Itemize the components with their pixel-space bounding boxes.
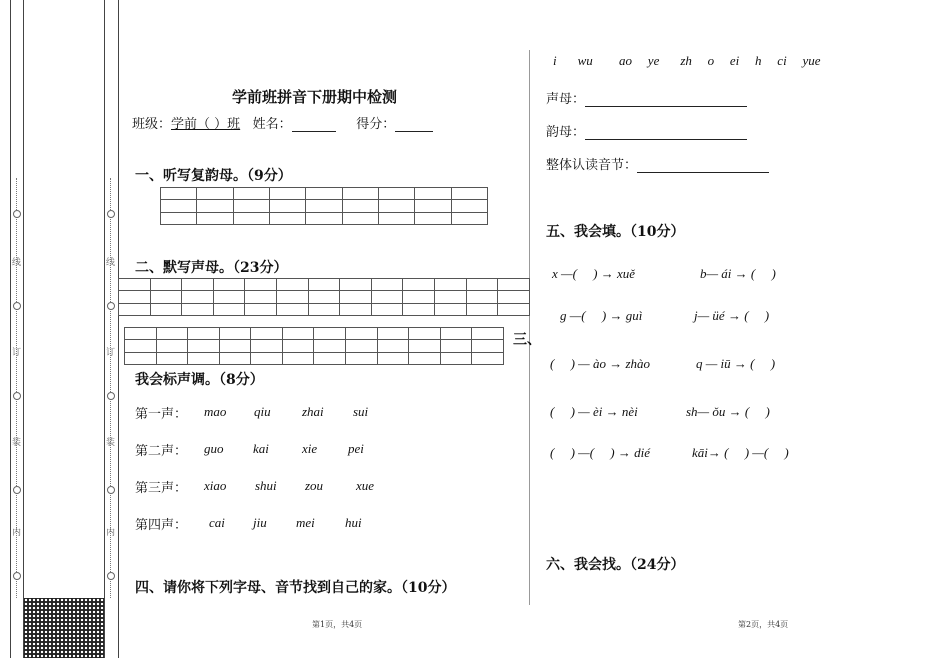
binding-hole: [107, 392, 115, 400]
pinyin-syllable: cai: [209, 515, 225, 530]
writing-grid-2a[interactable]: [118, 278, 530, 316]
margin-line: [23, 0, 24, 658]
binding-hole: [13, 572, 21, 580]
pinyin-syllable: xiao: [204, 478, 227, 493]
page-footer: 第2页，共4页: [738, 620, 789, 629]
margin-line: [118, 0, 119, 658]
pinyin-syllable: kai: [253, 441, 269, 456]
pinyin-syllable: zhai: [302, 404, 324, 419]
fill-item[interactable]: x —( ) → xuě: [552, 266, 636, 281]
name-blank[interactable]: [292, 131, 336, 132]
letter-item: ei: [729, 53, 740, 68]
binding-hole: [107, 210, 115, 218]
binding-hole: [13, 302, 21, 310]
decorative-pattern: [24, 598, 104, 658]
binding-label: 装: [12, 438, 22, 448]
letter-item: ye: [647, 53, 660, 68]
binding-hole: [13, 486, 21, 494]
margin-line: [10, 0, 11, 658]
whole-syllable-label: 整体认读音节：: [546, 158, 638, 173]
margin-line: [104, 0, 105, 658]
binding-label: 订: [12, 348, 22, 358]
fill-item[interactable]: ( ) — èi → nèi: [550, 404, 638, 419]
section-2-heading: 二、默写声母。（23分）: [135, 260, 288, 276]
fill-item[interactable]: kāi→ ( ) —( ): [692, 445, 789, 460]
score-blank[interactable]: [395, 131, 433, 132]
binding-label: 线: [12, 258, 22, 268]
name-label: 姓名：: [252, 117, 292, 132]
letter-item: zh: [680, 53, 692, 68]
class-value: 学前（ ）班: [171, 117, 241, 132]
tone-label: 第三声：: [135, 481, 188, 496]
section-3-number: 三、: [513, 332, 541, 348]
writing-grid-2b[interactable]: [124, 327, 504, 365]
letter-item: ao: [619, 53, 633, 68]
fill-item[interactable]: ( ) —( ) → dié: [550, 445, 651, 460]
binding-hole: [13, 392, 21, 400]
pinyin-syllable: zou: [305, 478, 324, 493]
initials-row: [546, 88, 747, 107]
letter-item: ci: [777, 53, 787, 68]
class-label: 班级：: [132, 117, 172, 132]
fill-item[interactable]: q — iū → ( ): [696, 356, 776, 371]
tone-label: 第二声：: [135, 444, 188, 459]
fill-item[interactable]: sh— ǒu → ( ): [686, 404, 770, 419]
letter-item: wu: [577, 53, 593, 68]
pinyin-syllable: sui: [353, 404, 369, 419]
finals-label: 韵母：: [546, 125, 586, 140]
finals-blank[interactable]: [585, 139, 747, 140]
whole-syllable-blank[interactable]: [637, 172, 769, 173]
fill-item[interactable]: b— ái → ( ): [700, 266, 776, 281]
letter-item: o: [707, 53, 715, 68]
page-footer: 第1页，共4页: [312, 620, 363, 629]
fill-item[interactable]: ( ) — ào → zhào: [550, 356, 651, 371]
binding-label: 装: [106, 438, 116, 448]
section-6-heading: 六、我会找。（24分）: [546, 557, 685, 573]
letter-item: i: [553, 53, 557, 68]
pinyin-syllable: xie: [302, 441, 318, 456]
initials-label: 声母：: [546, 92, 586, 107]
whole-syllable-row: [546, 154, 769, 173]
binding-label: 内: [106, 528, 116, 538]
finals-row: [546, 121, 747, 140]
section-1-heading: 一、听写复韵母。（9分）: [135, 168, 292, 184]
tone-label: 第四声：: [135, 518, 188, 533]
page-divider: [529, 50, 530, 605]
section-5-heading: 五、我会填。（10分）: [546, 224, 685, 240]
student-info: [132, 113, 433, 132]
score-label: 得分：: [356, 117, 396, 132]
binding-hole: [13, 210, 21, 218]
page-title: 学前班拼音下册期中检测: [232, 88, 398, 106]
pinyin-syllable: shui: [255, 478, 277, 493]
pinyin-syllable: mao: [204, 404, 227, 419]
pinyin-syllable: pei: [348, 441, 364, 456]
letter-list: [553, 53, 820, 69]
pinyin-syllable: xue: [356, 478, 375, 493]
binding-hole: [107, 572, 115, 580]
binding-label: 线: [106, 258, 116, 268]
letter-item: yue: [802, 53, 821, 68]
section-4-heading: 四、请你将下列字母、音节找到自己的家。（10分）: [135, 580, 456, 596]
initials-blank[interactable]: [585, 106, 747, 107]
binding-label: 订: [106, 348, 116, 358]
binding-hole: [107, 302, 115, 310]
binding-hole: [107, 486, 115, 494]
pinyin-syllable: qiu: [254, 404, 271, 419]
writing-grid-1[interactable]: [160, 187, 488, 225]
binding-label: 内: [12, 528, 22, 538]
fill-item[interactable]: j— üé → ( ): [694, 308, 770, 323]
pinyin-syllable: mei: [296, 515, 315, 530]
letter-item: h: [755, 53, 762, 68]
pinyin-syllable: guo: [204, 441, 224, 456]
pinyin-syllable: jiu: [253, 515, 267, 530]
fill-item[interactable]: g —( ) → guì: [560, 308, 643, 323]
section-3-heading: 我会标声调。（8分）: [135, 372, 264, 388]
pinyin-syllable: hui: [345, 515, 362, 530]
tone-label: 第一声：: [135, 407, 188, 422]
